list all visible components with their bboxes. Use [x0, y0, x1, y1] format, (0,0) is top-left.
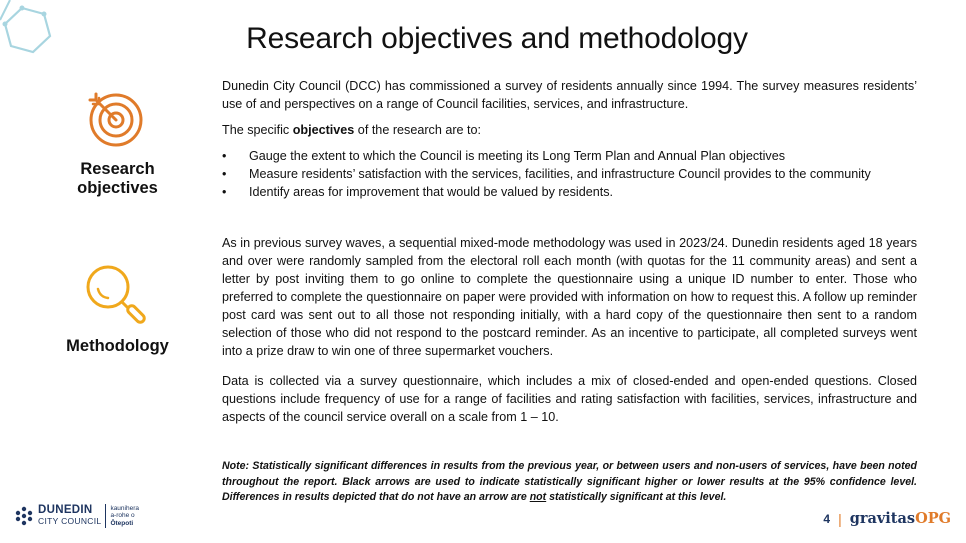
list-item: • Gauge the extent to which the Council is meeting its Long Term Plan and Annual Plan objectives: [222, 149, 786, 163]
bullet-icon: •: [222, 167, 227, 181]
objectives-lead-bold: objectives: [292, 123, 355, 137]
logo-sub: CITY COUNCIL: [38, 516, 102, 526]
magnifier-icon: [82, 262, 154, 330]
page-title: Research objectives and methodology: [246, 22, 748, 55]
dunedin-city-council-logo: [14, 504, 139, 528]
methodology-label: Methodology: [66, 337, 169, 355]
list-item: • Measure residents’ satisfaction with the services, facilities, and infrastructure Council provides to the community: [222, 167, 871, 181]
logo-maori-3: Ōtepoti: [110, 519, 134, 527]
bullet-icon: •: [222, 185, 227, 199]
methodology-body: [222, 234, 917, 426]
logo-name: DUNEDIN: [38, 504, 93, 516]
objectives-label: Research objectives: [77, 160, 158, 197]
objectives-intro: Dunedin City Council (DCC) has commissioned a survey of residents annually since 1994. The survey measures residents’ use of and perspectives on a range of Council facilities, services, and infrastructure.: [222, 79, 917, 111]
logo-maori-2: a-rohe o: [110, 512, 135, 520]
gravitas-logo: gravitasOPG: [849, 510, 951, 527]
objectives-body: [222, 77, 917, 201]
page-number: 4: [823, 511, 831, 526]
methodology-para-1: As in previous survey waves, a sequential mixed-mode methodology was used in 2023/24. Dunedin residents aged 18 years and over were randomly sampled from the electoral roll each month (with quotas for the 11 community areas) and sent a letter by post inviting them to go online to complete the questionnaire using a unique ID number to enter. Those who preferred to complete the questionnaire on paper were provided with information on how to request this. A follow up reminder post card was sent out to all those not responding initially, with a hard copy of the questionnaire then sent to a random selection of those who did not respond to the postcard reminder. As an incentive to participate, all completed surveys went into a prize draw to win one of three supermarket vouchers.: [222, 236, 917, 358]
objectives-lead: The specific objectives of the research are to:: [222, 123, 482, 137]
footer-separator: |: [838, 510, 842, 527]
logo-mark-icon: [14, 506, 34, 526]
note-underlined: not: [529, 491, 547, 503]
objectives-list: [222, 147, 917, 201]
footer: [823, 510, 951, 527]
significance-note: Note: Statistically significant differences in results from the previous year, or between users and non-users of services, have been noted throughout the report. Black arrows are used to indicate statistically significant higher or lower results at the 95% confidence level. Differences in results depicted that do not have an arrow are not statistically significant at this level.: [222, 460, 917, 503]
methodology-para-2: Data is collected via a survey questionnaire, which includes a mix of closed-ended and open-ended questions. Closed questions include frequency of use for a range of facilities and rating satisfaction with facilities, services, infrastructure and aspects of the council service overall on a scale from 1 – 10.: [222, 374, 917, 424]
list-item: • Identify areas for improvement that would be valued by residents.: [222, 185, 614, 199]
logo-divider: [105, 504, 106, 528]
logo-maori-1: kaunihera: [110, 504, 139, 512]
bullet-icon: •: [222, 149, 227, 163]
target-icon: [84, 88, 146, 150]
